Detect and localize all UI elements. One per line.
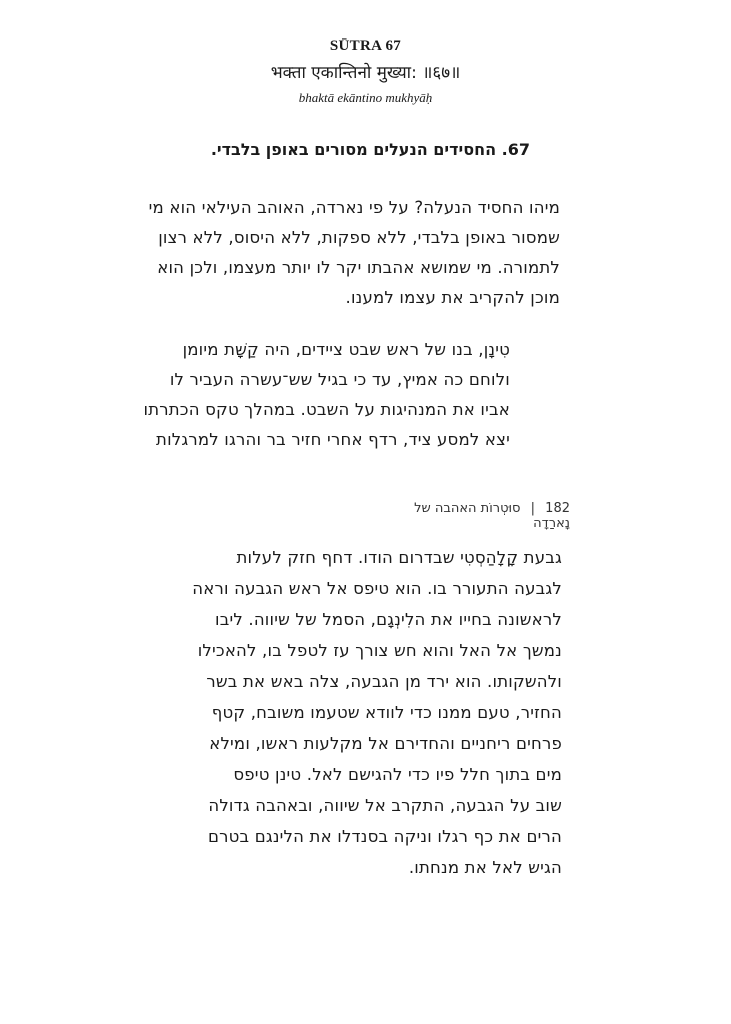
verse-transliteration: bhaktā ekāntino mukhyāḥ xyxy=(298,90,433,105)
text-line: החזיר, טעם ממנו כדי לוודא שטעמו משובח, קטף xyxy=(211,703,562,722)
text-line: מיהו החסיד הנעלה? על פי נארדה, האוהב העילאי הוא מי xyxy=(148,198,560,217)
text-line: לגבעה התעורר בו. הוא טיפס אל ראש הגבעה וראה xyxy=(192,579,562,598)
text-line: יצא למסע ציד, רדף אחרי חזיר בר והרגו למרגלות xyxy=(156,430,510,449)
text-line: נמשך אל האל והוא חש צורך עז לטפל בו, להאכילו xyxy=(197,641,562,660)
sutra-number-heading: SŪTRA 67 xyxy=(329,38,402,54)
text-line: טִינָן, בנו של ראש שבט ציידים, היה קַשָּׁת מיומן xyxy=(182,340,510,359)
page-number: 182 xyxy=(545,501,570,516)
text-line: פרחים ריחניים והחדירם אל מקלעות ראשו, ומילא xyxy=(209,734,562,753)
text-line: ולוחם כה אמיץ, עד כי בגיל שש־עשרה העביר לו xyxy=(169,370,510,389)
running-head-separator: | xyxy=(530,501,536,516)
text-line: לתמורה. מי שמושא אהבתו יקר לו יותר מעצמו, ולכן הוא xyxy=(157,258,560,277)
text-line: ולהשקותו. הוא ירד מן הגבעה, צלה באש את בשר xyxy=(206,672,562,691)
book-title: סוּטְרוֹת האהבה של נָארַדָה xyxy=(414,501,570,531)
text-line: לראשונה בחייו את הלִינְגָם, הסמל של שיווה. ליבו xyxy=(215,610,562,629)
text-line: שמסור באופן בלבדי, ללא ספקות, ללא היסוס, ללא רצון xyxy=(158,228,560,247)
sanskrit-verse: भक्ता एकान्तिनो मुख्या: ॥६७॥ xyxy=(270,63,461,83)
running-head xyxy=(390,501,570,531)
sutra-translation-title: 67. החסידים הנעלים מסורים באופן בלבדי. xyxy=(210,140,530,159)
text-line: שוב על הגבעה, התקרב אל שיווה, ובאהבה גדולה xyxy=(208,796,562,815)
text-line: מים בתוך חלל פיו כדי להגישם לאל. טינן טיפס xyxy=(233,765,562,784)
commentary-paragraph xyxy=(148,193,560,313)
text-line: אביו את המנהיגות על השבט. במהלך טקס הכתרתו xyxy=(143,400,510,419)
text-line: הגיש לאל את מנחתו. xyxy=(408,858,562,877)
story-continuation-paragraph xyxy=(187,542,562,883)
text-line: גבעת קָלָהַסְטִי שבדרום הודו. דחף חזק לעלות xyxy=(236,548,562,567)
text-line: מוכן להקריב את עצמו למענו. xyxy=(345,288,560,307)
text-line: הרים את כף רגלו וניקה בסנדלו את הלינגם בטרם xyxy=(207,827,562,846)
story-paragraph xyxy=(143,335,510,455)
